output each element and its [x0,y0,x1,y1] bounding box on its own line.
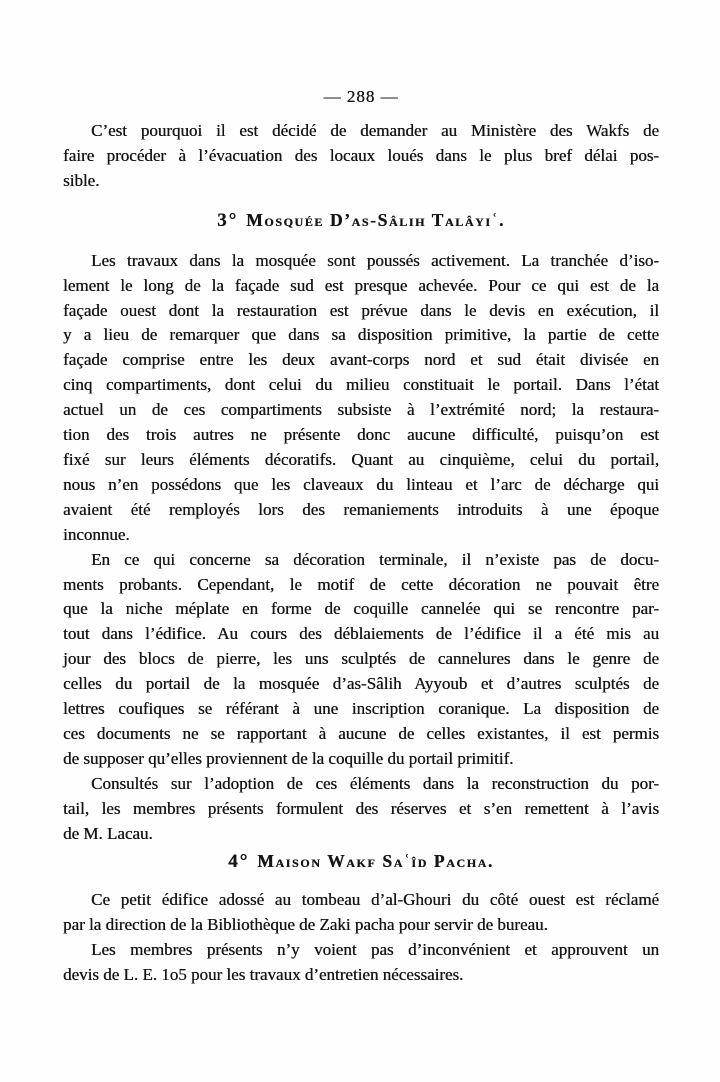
text-line: de supposer qu’elles proviennent de la coquille du portail primitif. [63,748,514,768]
text-line: tail, les membres présents formulent des réserves et s’en remettent à l’avis [63,798,659,818]
text-line: C’est pourquoi il est décidé de demander au Ministère des Wakfs de [91,121,659,140]
text-line: Consultés sur l’adoption de ces éléments dans la reconstruction du por- [91,773,659,793]
text-line: Les travaux dans la mosquée sont poussés activement. La tranchée d’iso- [91,250,659,270]
text-line: Ce petit édifice adossé au tombeau d’al-Ghouri du côté ouest est réclamé [91,890,659,910]
section-number: 3° [217,209,239,231]
text-line: par la direction de la Bibliothèque de Zaki pacha pour servir de bureau. [63,915,548,935]
text-line: devis de L. E. 1o5 pour les travaux d’entretien nécessaires. [63,965,464,985]
paragraph-decoration-terminale [63,548,659,772]
text-line: ces documents ne se rapportant à aucune de celles existantes, il est permis [63,723,659,743]
section-heading-mosquee-as-salih [63,207,659,235]
text-line: celles du portail de la mosquée d’as-Sâlih Ayyoub et d’autres sculptés de [63,674,659,694]
text-line: sible. [63,170,100,190]
text-line: En ce qui concerne sa décoration terminale, il n’existe pas de docu- [91,549,659,569]
text-line: ments probants. Cependant, le motif de cette décoration ne pouvait être [63,574,659,594]
text-line: avaient été remployés lors des remaniements introduits à une époque [63,499,659,519]
paragraph-devis-entretien [63,938,659,988]
text-line: tion des trois autres ne présente donc aucune difficulté, puisqu’on est [63,425,659,445]
text-line: cinq compartiments, dont celui du milieu constituait le portail. Dans l’état [63,375,659,395]
text-line: jour des blocs de pierre, les uns sculptés de cannelures dans le genre de [63,649,659,669]
text-line: fixé sur leurs éléments décoratifs. Quant au cinquième, celui du portail, [63,449,659,469]
text-line: de M. Lacau. [63,823,153,843]
section-title: Maison Wakf Saʿîd Pacha. [257,851,494,872]
text-line: inconnue. [63,524,130,544]
text-line: façade ouest dont la restauration est prévue dans le devis en exécution, il [63,300,659,320]
text-line: que la niche méplate en forme de coquille cannelée qui se rencontre par- [63,599,659,619]
text-line: faire procéder à l’évacuation des locaux loués dans le plus bref délai pos- [63,145,659,165]
page-number: — 288 — [323,87,399,106]
paragraph-travaux-mosquee [63,249,659,548]
text-line: nous n’en possédons que les claveaux du linteau et l’arc de décharge qui [63,474,659,494]
text-line: tout dans l’édifice. Au cours des déblaiements de l’édifice il a été mis au [63,624,659,644]
paragraph-consultes-reserves [63,772,659,847]
text-line: lettres coufiques se référant à une inscription coranique. La disposition de [63,699,659,719]
section-title: Mosquée D’as-Sâlih Talâyiʿ. [246,209,505,230]
text-line: actuel un de ces compartiments subsiste à l’extrémité nord; la restaura- [63,400,659,420]
paragraph-evacuation-locaux [63,119,659,194]
text-line: Les membres présents n’y voient pas d’inconvénient et approuvent un [91,940,659,960]
text-line: lement le long de la façade sud est presque achevée. Pour ce qui est de la [63,275,659,295]
text-line: y a lieu de remarquer que dans sa disposition primitive, la partie de cette [63,325,659,345]
section-number: 4° [228,851,250,873]
paragraph-petit-edifice [63,888,659,938]
section-heading-maison-wakf [63,848,659,876]
text-line: façade comprise entre les deux avant-corps nord et sud était divisée en [63,350,659,370]
